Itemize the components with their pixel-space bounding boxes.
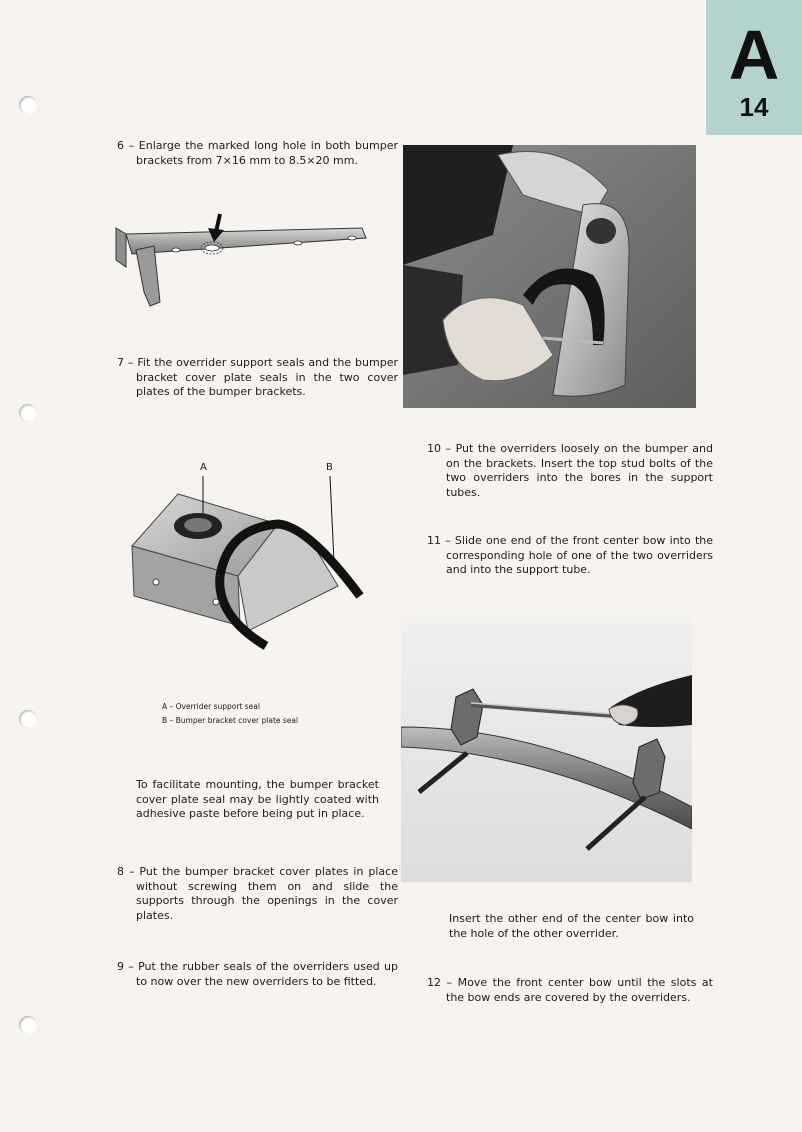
cover-plate-drawing: [128, 476, 368, 656]
step-6: 6 – Enlarge the marked long hole in both bumper brackets from 7×16 mm to 8.5×20 mm.: [117, 139, 398, 167]
step-12: 12 – Move the front center bow until the slots at the bow ends are covered by the overriders.: [427, 976, 713, 1004]
section-letter: A: [728, 16, 780, 94]
page-number: 14: [739, 92, 769, 122]
binder-hole: [19, 96, 37, 114]
callout-a: A: [200, 462, 207, 473]
step-11: 11 – Slide one end of the front center bow into the corresponding hole of one of the two overriders and into the support tube.: [427, 534, 713, 576]
legend-b: B – Bumper bracket cover plate seal: [162, 716, 299, 725]
insert-note: Insert the other end of the center bow into the hole of the other overrider.: [449, 912, 694, 940]
legend-a: A – Overrider support seal: [162, 702, 260, 711]
step-10: 10 – Put the overriders loosely on the bumper and on the brackets. Insert the top stud bolts of the two overriders into the bores in the support tubes.: [427, 442, 713, 499]
callout-b: B: [326, 462, 333, 473]
legend: [162, 700, 298, 728]
mounting-note: To facilitate mounting, the bumper bracket cover plate seal may be lightly coated with adhesive paste before being put in place.: [136, 778, 379, 820]
step-8: 8 – Put the bumper bracket cover plates in place without screwing them on and slide the supports through the openings in the cover plates.: [117, 865, 398, 922]
binder-hole: [19, 710, 37, 728]
photo-center-bow: [401, 617, 692, 882]
step-7: 7 – Fit the overrider support seals and the bumper bracket cover plate seals in the two cover plates of the bumper brackets.: [117, 356, 398, 398]
step-9: 9 – Put the rubber seals of the overriders used up to now over the new overriders to be fitted.: [117, 960, 398, 988]
binder-hole: [19, 404, 37, 422]
bracket-drawing: [112, 212, 374, 312]
section-tab: [706, 0, 802, 135]
binder-hole: [19, 1016, 37, 1034]
photo-fitting-cover-plate: [403, 145, 696, 408]
